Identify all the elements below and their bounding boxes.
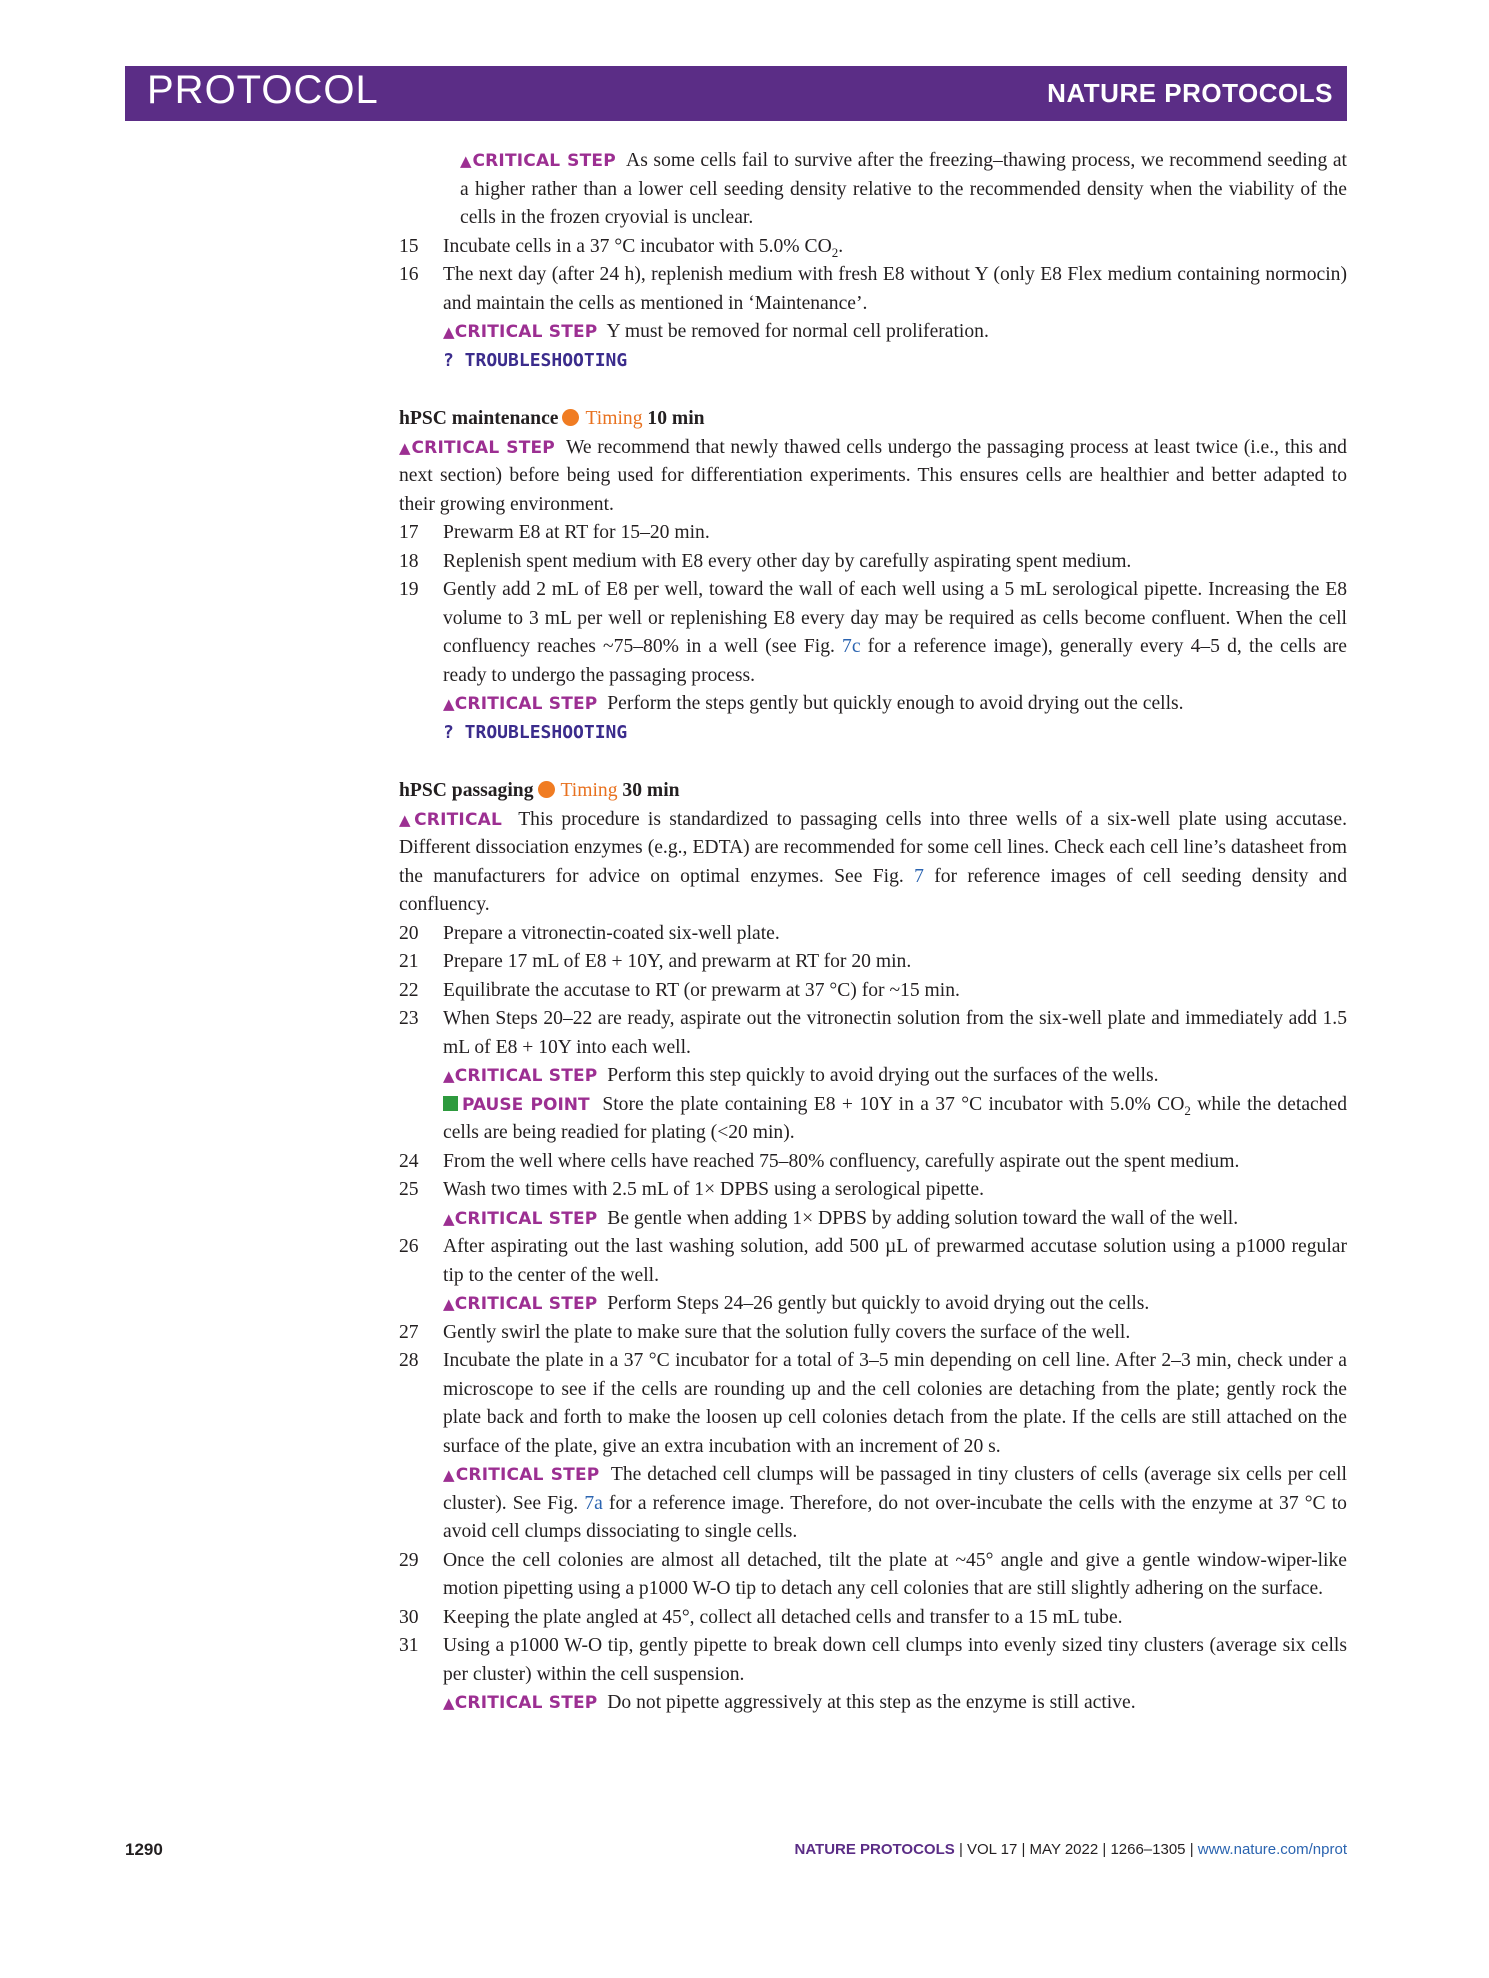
step-20: 20 Prepare a vitronectin-coated six-well plate. <box>399 922 780 944</box>
timing-icon <box>562 409 579 426</box>
critical-step-note: ▲CRITICAL STEP Be gentle when adding 1× DPBS by adding solution toward the wall of the well. <box>443 1207 1239 1229</box>
figure-link[interactable]: 7 <box>914 865 924 887</box>
step-19: 19 Gently add 2 mL of E8 per well, toward the wall of each well using a 5 mL serological pipette. Increasing the E8 volume to 3 mL per well or replenishing E8 every day may be required as cells become confluent. When the cell confluency reaches ~75–80% in a well (see Fig. 7c for a reference image), generally every 4–5 d, the cells are ready to undergo the passaging process. <box>399 579 1347 686</box>
step-23: 23 When Steps 20–22 are ready, aspirate out the vitronectin solution from the six-well plate and immediately add 1.5 mL of E8 + 10Y into each well. <box>399 1008 1347 1058</box>
critical-note: ▲CRITICAL STEP We recommend that newly thawed cells undergo the passaging process at least twice (i.e., this and next section) before being used for differentiation experiments. This ensures cells are healthier and better adapted to their growing environment. <box>399 436 1347 515</box>
troubleshooting-link[interactable]: ? TROUBLESHOOTING <box>443 721 628 743</box>
step-31: 31 Using a p1000 W-O tip, gently pipette to break down cell clumps into evenly sized tiny clusters (average six cells per cluster) within the cell suspension. <box>399 1635 1347 1685</box>
step-16: 16 The next day (after 24 h), replenish medium with fresh E8 without Y (only E8 Flex medium containing normocin) and maintain the cells as mentioned in ‘Maintenance’. <box>399 264 1347 314</box>
critical-step-note: ▲CRITICAL STEP Perform Steps 24–26 gently but quickly to avoid drying out the cells. <box>443 1293 1150 1314</box>
step-21: 21 Prepare 17 mL of E8 + 10Y, and prewarm at RT for 20 min. <box>399 951 912 972</box>
step-25: 25 Wash two times with 2.5 mL of 1× DPBS using a serological pipette. <box>399 1179 984 1200</box>
step-27: 27 Gently swirl the plate to make sure that the solution fully covers the surface of the well. <box>399 1321 1131 1343</box>
step-18: 18 Replenish spent medium with E8 every other day by carefully aspirating spent medium. <box>399 550 1132 572</box>
critical-step-note: ▲CRITICAL STEP The detached cell clumps will be passaged in tiny clusters of cells (average six cells per cell cluster). See Fig. 7a for a reference image. Therefore, do not over-incubate the cells with the enzyme at 37 °C to avoid cell clumps dissociating to single cells. <box>443 1464 1347 1542</box>
page-header <box>125 66 1347 121</box>
step-29: 29 Once the cell colonies are almost all detached, tilt the plate at ~45° angle and give a gentle window-wiper-like motion pipetting using a p1000 W-O tip to detach any cell colonies that are still slightly adhering on the surface. <box>399 1549 1347 1599</box>
timing-icon <box>538 781 555 798</box>
section-heading-passaging: hPSC passaging Timing 30 min <box>399 780 680 801</box>
critical-step-note: ▲CRITICAL STEP As some cells fail to survive after the freezing–thawing process, we recommend seeding at a higher rather than a lower cell seeding density relative to the recommended density when the viability of the cells in the frozen cryovial is unclear. <box>460 150 1347 228</box>
pause-square-icon <box>443 1096 458 1111</box>
journal-url-link[interactable]: www.nature.com/nprot <box>1197 1841 1347 1858</box>
section-label: PROTOCOL <box>147 68 379 112</box>
step-26: 26 After aspirating out the last washing solution, add 500 µL of prewarmed accutase solution using a p1000 regular tip to the center of the well. <box>399 1236 1347 1286</box>
critical-step-label: ▲CRITICAL STEP <box>460 151 616 171</box>
critical-note: ▲CRITICAL This procedure is standardized to passaging cells into three wells of a six-well plate using accutase. Different dissociation enzymes (e.g., EDTA) are recommended for some cell lines. Check each cell line’s datasheet from the manufacturers for advice on optimal enzymes. See Fig. 7 for reference images of cell seeding density and confluency. <box>399 808 1347 915</box>
step-24: 24 From the well where cells have reached 75–80% confluency, carefully aspirate out the spent medium. <box>399 1150 1240 1172</box>
step-15: 15 Incubate cells in a 37 °C incubator with 5.0% $CO_2$. <box>399 235 844 260</box>
pause-point-note: PAUSE POINT Store the plate containing E8 + 10Y in a 37 °C incubator with 5.0% $CO_2$ while the detached cells are being readied for plating (<20 min). <box>443 1093 1348 1143</box>
page-number: 1290 <box>125 1840 163 1859</box>
critical-step-note: ▲CRITICAL STEP Y must be removed for normal cell proliferation. <box>443 321 989 342</box>
step-28: 28 Incubate the plate in a 37 °C incubator for a total of 3–5 min depending on cell line. After 2–3 min, check under a microscope to see if the cells are rounding up and the cell colonies are detaching from the plate; gently rock the plate back and forth to make the loosen up cell colonies detach from the plate. If the cells are still attached on the surface of the plate, give an extra incubation with an increment of 20 s. <box>399 1350 1347 1457</box>
critical-step-note: ▲CRITICAL STEP Perform this step quickly to avoid drying out the surfaces of the wells. <box>443 1065 1159 1086</box>
step-22: 22 Equilibrate the accutase to RT (or prewarm at 37 °C) for ~15 min. <box>399 979 960 1001</box>
section-heading-maintenance: hPSC maintenance Timing 10 min <box>399 408 705 429</box>
critical-step-note: ▲CRITICAL STEP Do not pipette aggressively at this step as the enzyme is still active. <box>443 1692 1136 1713</box>
figure-link[interactable]: 7c <box>842 636 861 657</box>
main-text <box>399 147 1347 1718</box>
troubleshooting-link[interactable]: ? TROUBLESHOOTING <box>443 349 628 371</box>
figure-link[interactable]: 7a <box>584 1492 603 1514</box>
critical-step-note: ▲CRITICAL STEP Perform the steps gently but quickly enough to avoid drying out the cells. <box>443 693 1184 714</box>
step-30: 30 Keeping the plate angled at 45°, collect all detached cells and transfer to a 15 mL tube. <box>399 1606 1123 1628</box>
citation-footer: NATURE PROTOCOLS | VOL 17 | MAY 2022 | 1266–1305 | www.nature.com/nprot <box>794 1841 1347 1858</box>
step-17: 17 Prewarm E8 at RT for 15–20 min. <box>399 522 710 543</box>
journal-name: NATURE PROTOCOLS <box>1047 78 1333 108</box>
